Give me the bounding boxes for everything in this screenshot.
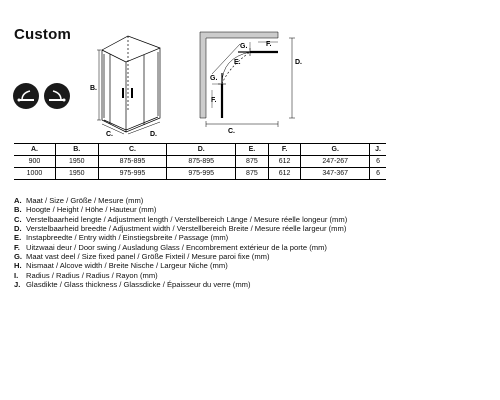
- legend-item: A. Maat / Size / Größe / Mesure (mm): [14, 196, 144, 205]
- dimension-legend: [14, 196, 347, 289]
- page-title: Custom: [14, 26, 72, 43]
- legend-item: G. Maat vast deel / Size fixed panel / Größe Fixteil / Mesure paroi fixe (mm): [14, 252, 270, 262]
- table-cell: 1950: [55, 156, 98, 168]
- plan-label-g-top: G.: [240, 43, 248, 50]
- legend-item: I. Radius / Radius / Radius / Rayon (mm): [14, 270, 158, 280]
- label-c: C.: [106, 131, 113, 138]
- enclosure-3d-drawing: [88, 28, 188, 140]
- legend-item: J. Glasdikte / Glass thickness / Glassdicke / Épaisseur du verre (mm): [14, 280, 251, 290]
- plan-label-f-top: F.: [266, 41, 272, 48]
- col-b-header: B.: [55, 144, 98, 156]
- table-cell: 900: [14, 156, 55, 168]
- plan-label-g-left: G.: [210, 75, 218, 82]
- col-f-header: F.: [268, 144, 301, 156]
- legend-item: F. Uitzwaai deur / Door swing / Ausladung Glass / Encombrement extérieur de la porte (mm): [14, 242, 327, 252]
- table-cell: 875: [236, 156, 269, 168]
- table-cell: 875: [236, 168, 269, 180]
- door-handle-right: [131, 88, 133, 98]
- door-swing-left-icon[interactable]: [13, 83, 39, 109]
- spec-table: [14, 143, 386, 180]
- legend-item: C. Verstelbaarheid lengte / Adjustment length / Verstellbereich Länge / Mesure réelle longeur (mm): [14, 214, 348, 224]
- label-d: D.: [150, 131, 157, 138]
- table-cell: 875-895: [98, 156, 167, 168]
- table-row: [14, 168, 386, 180]
- plan-label-c: C.: [228, 128, 235, 135]
- table-cell: 612: [268, 168, 301, 180]
- door-handle-left: [122, 88, 124, 98]
- table-cell: 6: [370, 156, 386, 168]
- door-swing-right-icon[interactable]: [44, 83, 70, 109]
- label-b: B.: [90, 85, 97, 92]
- table-cell: 612: [268, 156, 301, 168]
- legend-item: B. Hoogte / Height / Höhe / Hauteur (mm): [14, 205, 157, 215]
- table-cell: 6: [370, 168, 386, 180]
- col-d-header: D.: [167, 144, 236, 156]
- plan-label-d: D.: [295, 59, 302, 66]
- plan-label-f-left: F.: [211, 97, 217, 104]
- legend-item: E. Instapbreedte / Entry width / Einstiegsbreite / Passage (mm): [14, 233, 229, 243]
- col-j-header: J.: [370, 144, 386, 156]
- table-cell: 347-367: [301, 168, 370, 180]
- col-c-header: C.: [98, 144, 167, 156]
- table-cell: 875-895: [167, 156, 236, 168]
- col-a-header: A.: [14, 144, 55, 156]
- table-header-row: [14, 144, 386, 156]
- col-e-header: E.: [236, 144, 269, 156]
- table-cell: 975-995: [167, 168, 236, 180]
- legend-item: H. Nismaat / Alcove width / Breite Nische / Largeur Niche (mm): [14, 261, 228, 271]
- table-cell: 1000: [14, 168, 55, 180]
- legend-item: D. Verstelbaarheid breedte / Adjustment width / Verstellbereich Breite / Mesure réelle largeur (mm): [14, 224, 347, 234]
- table-cell: 1950: [55, 168, 98, 180]
- table-cell: 975-995: [98, 168, 167, 180]
- enclosure-plan-drawing: [198, 28, 308, 138]
- col-g-header: G.: [301, 144, 370, 156]
- table-row: [14, 156, 386, 168]
- plan-label-e: E.: [234, 59, 241, 66]
- table-cell: 247-267: [301, 156, 370, 168]
